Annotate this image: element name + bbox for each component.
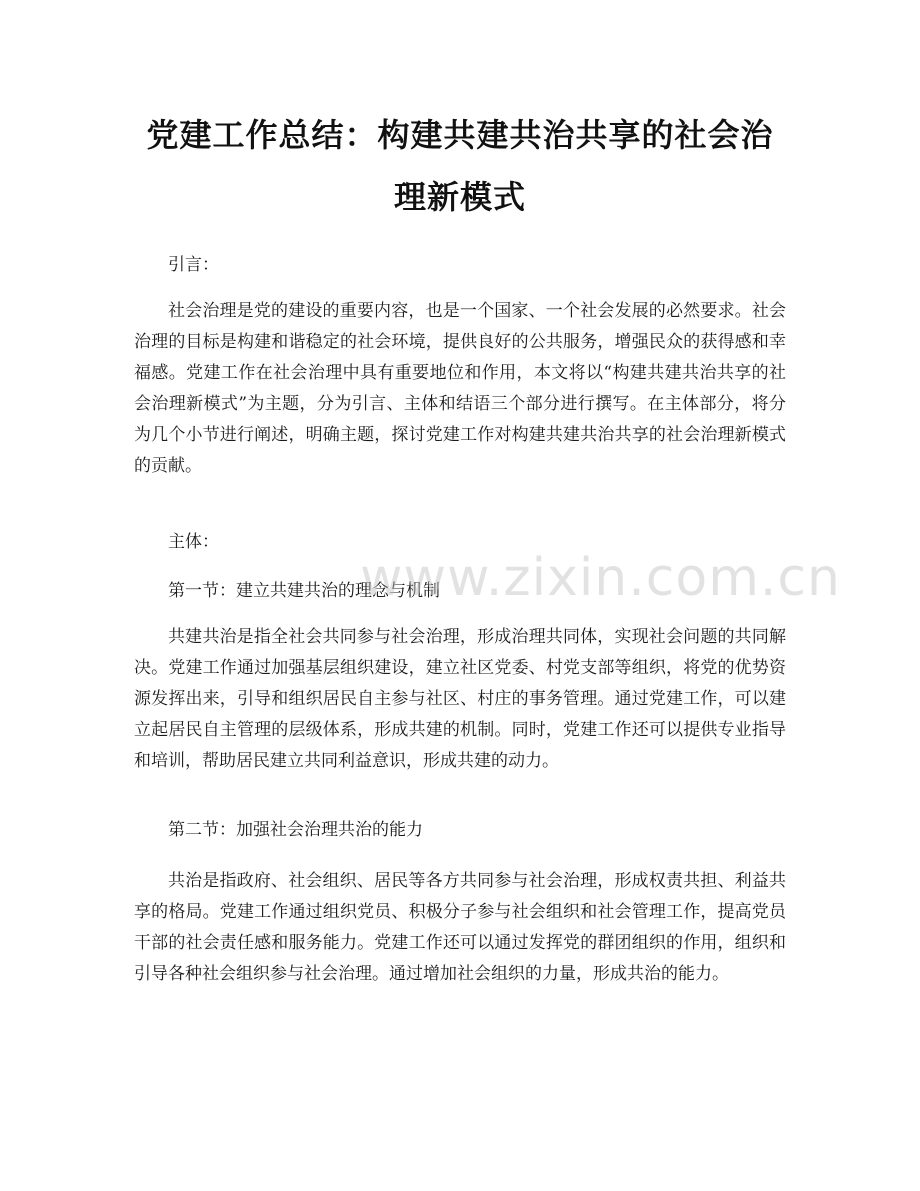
intro-paragraph: 社会治理是党的建设的重要内容，也是一个国家、一个社会发展的必然要求。社会治理的目标是构建和谐稳定的社会环境，提供良好的公共服务，增强民众的获得感和幸福感。党建工作在社会治理中具有重要地位和作用，本文将以“构建共建共治共享的社会治理新模式”为主题，分为引言、主体和结语三个部分进行撰写。在主体部分，将分为几个小节进行阐述，明确主题，探讨党建工作对构建共建共治共享的社会治理新模式的贡献。 <box>134 301 786 476</box>
body-heading: 主体： <box>168 532 219 552</box>
intro-heading: 引言： <box>168 255 219 275</box>
section1-paragraph: 共建共治是指全社会共同参与社会治理，形成治理共同体，实现社会问题的共同解决。党建工作通过加强基层组织建设，建立社区党委、村党支部等组织，将党的优势资源发挥出来，引导和组织居民自主参与社区、村庄的事务管理。通过党建工作，可以建立起居民自主管理的层级体系，形成共建的机制。同时，党建工作还可以提供专业指导和培训，帮助居民建立共同利益意识，形成共建的动力。 <box>134 627 786 771</box>
section2-heading: 第二节：加强社会治理共治的能力 <box>168 820 423 840</box>
watermark: www.zixin.com.cn <box>360 548 841 608</box>
section1-heading: 第一节：建立共建共治的理念与机制 <box>168 581 440 601</box>
section2-paragraph: 共治是指政府、社会组织、居民等各方共同参与社会治理，形成权责共担、利益共享的格局。党建工作通过组织党员、积极分子参与社会组织和社会管理工作，提高党员干部的社会责任感和服务能力。党建工作还可以通过发挥党的群团组织的作用，组织和引导各种社会组织参与社会治理。通过增加社会组织的力量，形成共治的能力。 <box>134 871 786 984</box>
document-title: 党建工作总结：构建共建共治共享的社会治理新模式 <box>146 116 774 216</box>
